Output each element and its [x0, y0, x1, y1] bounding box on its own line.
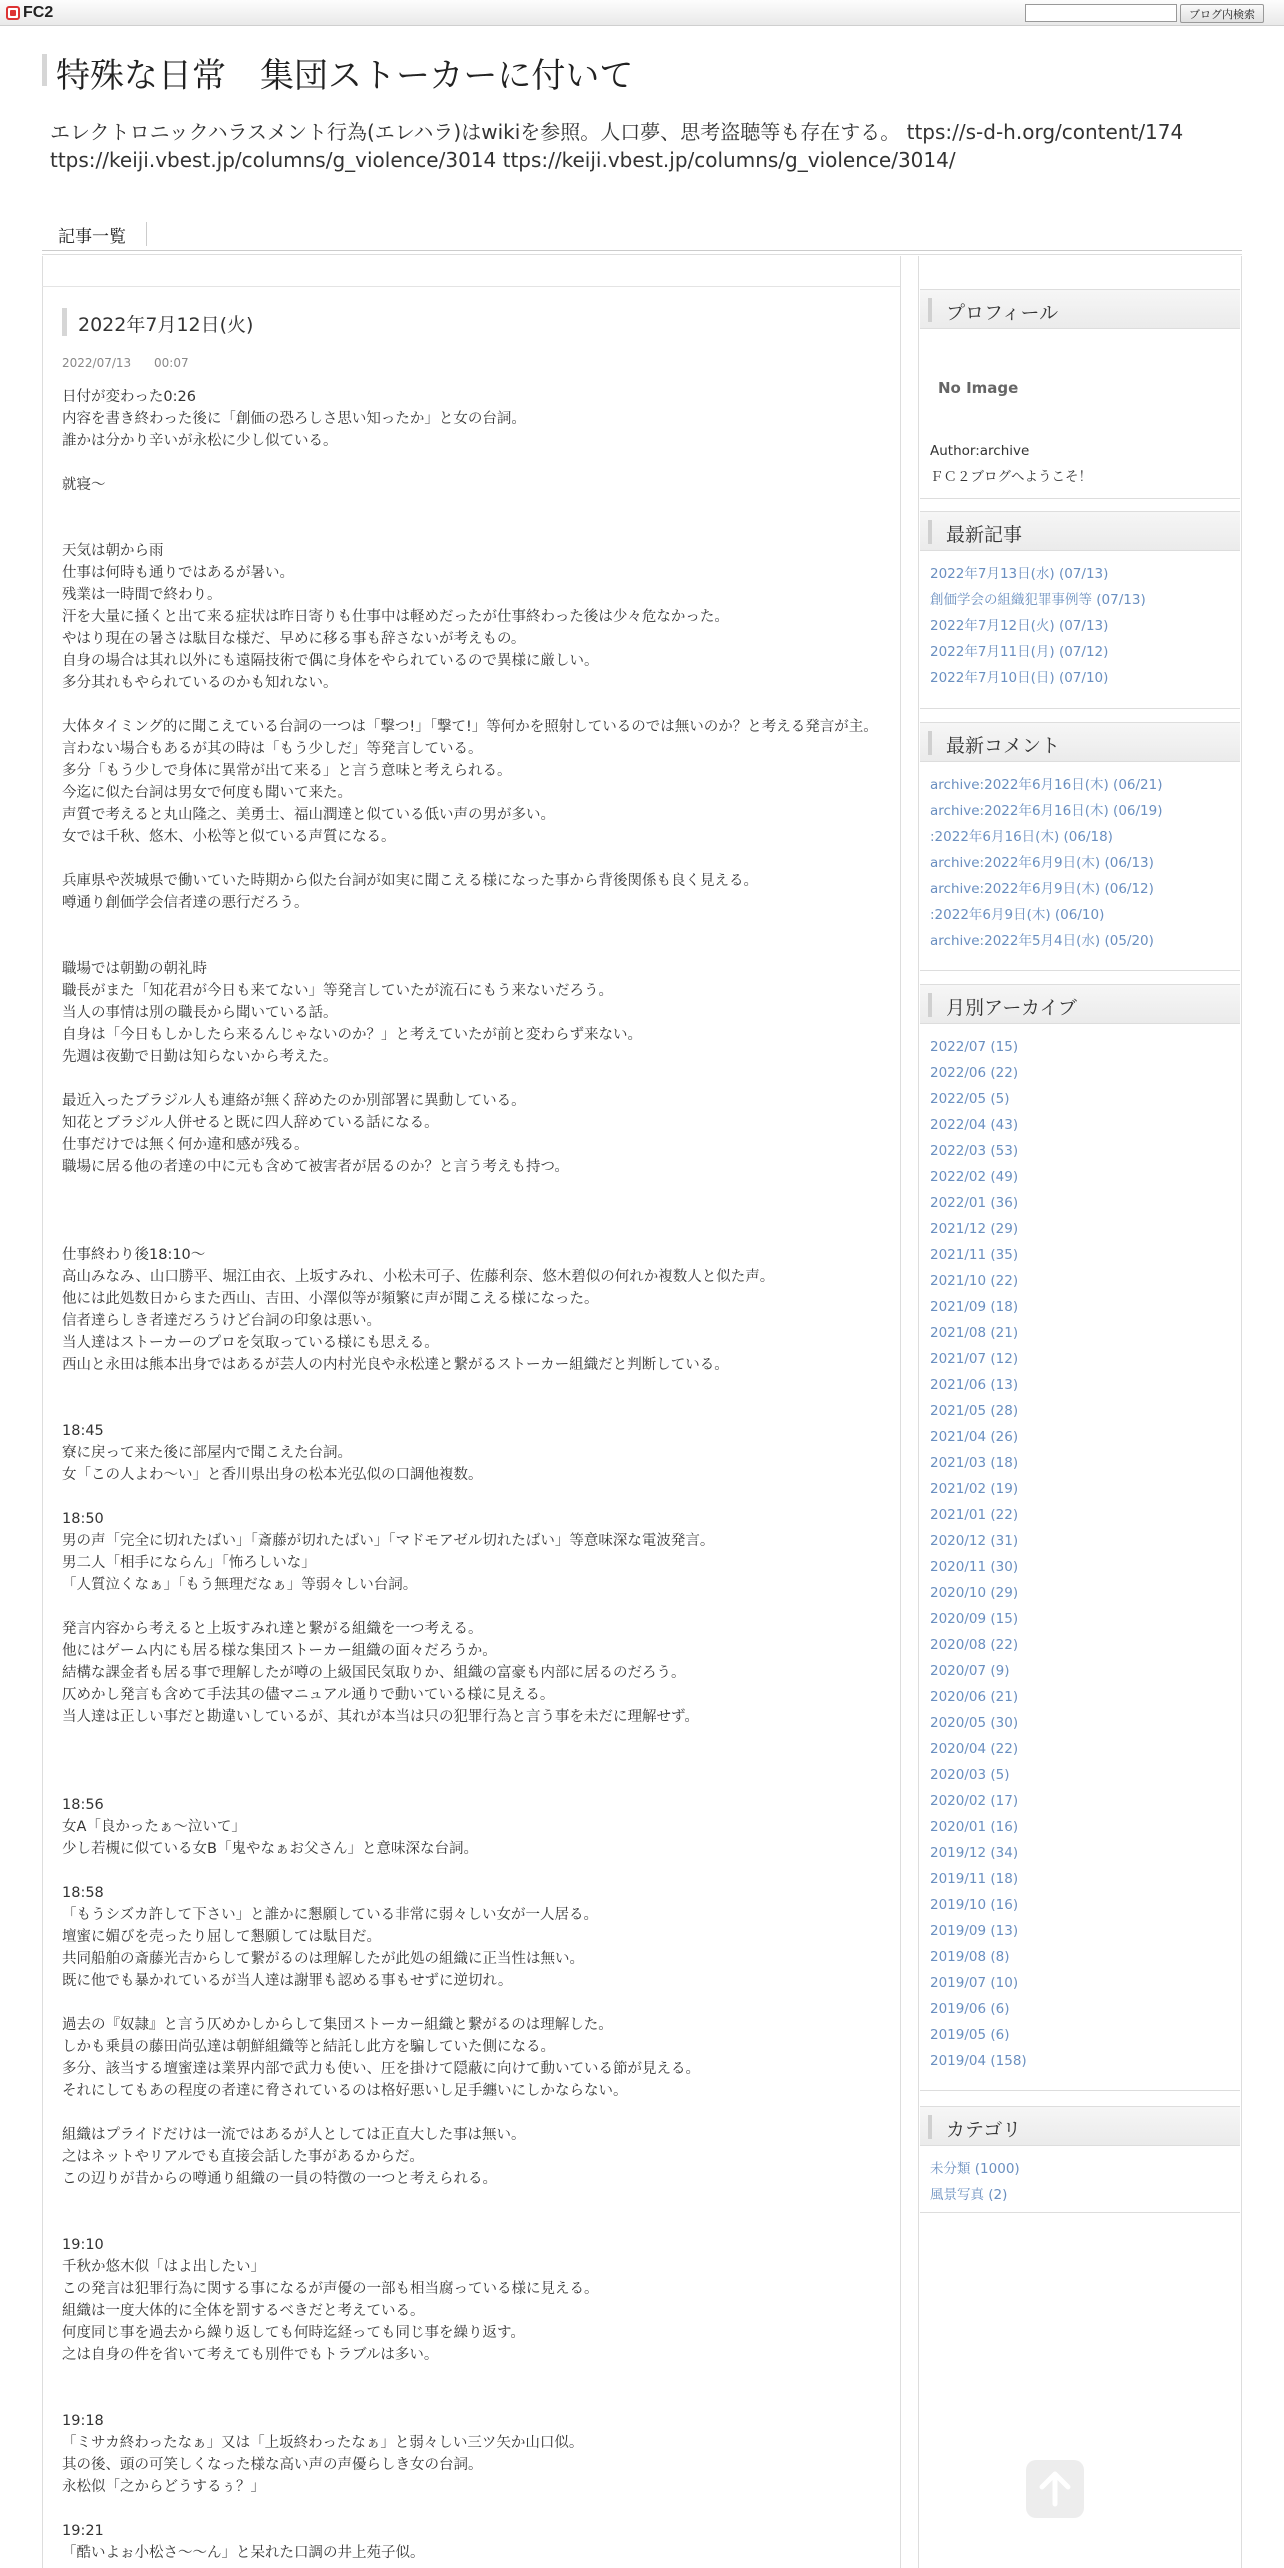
sidebar-divider [920, 970, 1240, 971]
archive-month-link[interactable]: 2019/12 (34) [930, 1845, 1019, 1861]
archive-month-link[interactable]: 2021/09 (18) [930, 1299, 1019, 1315]
entry-line: 既に他でも暴かれているが当人達は謝罪も認める事もせずに逆切れ。 [62, 1973, 513, 1989]
entry-line: 発言内容から考えると上坂すみれ達と繋がる組織を一つ考える。 [62, 1621, 483, 1637]
entry-line: 多分其れもやられているのかも知れない。 [62, 675, 338, 691]
entry-line: 誰かは分かり辛いが永松に少し似ている。 [62, 433, 338, 449]
entry-line: 自身の場合は其れ以外にも遠隔技術で偶に身体をやられているので異様に厳しい。 [62, 653, 599, 669]
archive-month-link[interactable]: 2021/07 (12) [930, 1351, 1019, 1367]
entry-line: 男二人「相手にならん」「怖ろしいな」 [62, 1555, 316, 1571]
entry-line: 先週は夜勤で日勤は知らないから考えた。 [62, 1049, 338, 1065]
entry-line [62, 1860, 892, 1882]
recent-comment-link[interactable]: :2022年6月16日(木) (06/18) [930, 829, 1113, 845]
entry-line [62, 2212, 892, 2234]
entry-line [62, 1596, 892, 1618]
entry-line [62, 1222, 892, 1244]
archive-month-link[interactable]: 2022/02 (49) [930, 1169, 1019, 1185]
entry-line: 当人の事情は別の職長から聞いている話。 [62, 1005, 338, 1021]
archive-month-link[interactable]: 2019/08 (8) [930, 1949, 1010, 1965]
entry-line: 寮に戻って来た後に部屋内で聞こえた台詞。 [62, 1445, 352, 1461]
entry-line: 19:10 [62, 2237, 104, 2253]
recent-posts-list [930, 561, 1146, 691]
entry-line: 最近入ったブラジル人も連絡が無く辞めたのか別部署に異動している。 [62, 1093, 526, 1109]
archive-month-link[interactable]: 2019/11 (18) [930, 1871, 1019, 1887]
archive-month-link[interactable]: 2019/04 (158) [930, 2053, 1027, 2069]
entry-line: 19:21 [62, 2523, 104, 2539]
entry-line [62, 1200, 892, 1222]
archive-month-link[interactable]: 2020/07 (9) [930, 1663, 1010, 1679]
archive-month-link[interactable]: 2021/03 (18) [930, 1455, 1019, 1471]
archive-month-link[interactable]: 2021/08 (21) [930, 1325, 1019, 1341]
recent-comment-link[interactable]: :2022年6月9日(木) (06/10) [930, 907, 1105, 923]
entry-line: 仕事終わり後18:10～ [62, 1247, 206, 1263]
recent-post-link[interactable]: 2022年7月12日(火) (07/13) [930, 618, 1109, 634]
nav-divider-line [42, 250, 1242, 251]
entry-line: 仄めかし発言も含めて手法其の儘マニュアル通りで動いている様に見える。 [62, 1687, 555, 1703]
entry-line: 「もうシズカ許して下さい」と誰かに懇願している非常に弱々しい女が一人居る。 [62, 1907, 599, 1923]
fc2-logo-icon [6, 6, 20, 20]
entry-line: 当人達は正しい事だと勘違いしているが、其れが本当は只の犯罪行為と言う事を未だに理解せず。 [62, 1709, 699, 1725]
sidebar-profile-heading-text: プロフィール [946, 302, 1059, 324]
category-link[interactable]: 風景写真 (2) [930, 2187, 1008, 2203]
entry-line: 「人質泣くなぁ」「もう無理だなぁ」等弱々しい台詞。 [62, 1577, 418, 1593]
frame-border-main-right [900, 256, 901, 2568]
entry-date: 2022/07/13 [62, 356, 132, 370]
entry-line: 仕事だけでは無く何か違和感が残る。 [62, 1137, 309, 1153]
entry-line [62, 936, 892, 958]
heading-accent-bar [928, 993, 932, 1017]
archive-month-link[interactable]: 2022/05 (5) [930, 1091, 1010, 1107]
entry-line: 女「この人よわ～い」と香川県出身の松本光弘似の口調他複数。 [62, 1467, 483, 1483]
entry-line: 職場に居る他の者達の中に元も含めて被害者が居るのか？と言う考えも持つ。 [62, 1159, 569, 1175]
entry-line [62, 452, 892, 474]
profile-welcome: ＦＣ２ブログへようこそ！ [930, 469, 1092, 485]
entry-line: 他には此処数日からまた西山、吉田、小澤似等が頻繁に声が聞こえる様になった。 [62, 1291, 599, 1307]
entry-line: 19:18 [62, 2413, 104, 2429]
entry-line [62, 496, 892, 518]
sidebar-archives [920, 984, 1240, 2084]
archive-month-link[interactable]: 2020/10 (29) [930, 1585, 1019, 1601]
entry-line: 就寝～ [62, 477, 106, 493]
entry-line: 何度同じ事を過去から繰り返しても何時迄経っても同じ事を繰り返す。 [62, 2325, 525, 2341]
sidebar-archives-heading-text: 月別アーカイブ [946, 997, 1077, 1019]
title-accent-bar [42, 54, 47, 86]
entry-line: 天気は朝から雨 [62, 543, 164, 559]
archive-month-link[interactable]: 2019/07 (10) [930, 1975, 1019, 1991]
profile-no-image: No Image [938, 379, 1019, 397]
archive-month-link[interactable]: 2020/02 (17) [930, 1793, 1019, 1809]
entry-line: 組織はプライドだけは一流ではあるが人としては正直大した事は無い。 [62, 2127, 526, 2143]
categories-list [930, 2156, 1020, 2208]
recent-post-link[interactable]: 2022年7月11日(月) (07/12) [930, 644, 1109, 660]
frame-border-sidebar-left [918, 256, 919, 2568]
sidebar-categories-heading [920, 2106, 1240, 2146]
sidebar-recent-posts [920, 511, 1240, 711]
entry-line: 残業は一時間で終わり。 [62, 587, 222, 603]
entry-line: 男の声「完全に切れたばい」「斎藤が切れたばい」「マドモアゼル切れたばい」等意味深な電波発言。 [62, 1533, 715, 1549]
entry-line: 過去の『奴隷』と言う仄めかしからして集団ストーカー組織と繋がるのは理解した。 [62, 2017, 613, 2033]
profile-author: Author:archive [930, 443, 1030, 459]
archive-month-link[interactable]: 2021/06 (13) [930, 1377, 1019, 1393]
archive-month-link[interactable]: 2020/08 (22) [930, 1637, 1019, 1653]
sidebar-recent-comments [920, 722, 1240, 972]
blog-search-button[interactable]: ブログ内検索 [1180, 4, 1264, 23]
entry-line: 他にはゲーム内にも居る様な集団ストーカー組織の面々だろうか。 [62, 1643, 497, 1659]
entry-line [62, 2190, 892, 2212]
sidebar-divider [920, 2212, 1240, 2213]
entry-line: 組織は一度大体的に全体を罰するべきだと考えている。 [62, 2303, 425, 2319]
archive-month-link[interactable]: 2021/05 (28) [930, 1403, 1019, 1419]
archive-month-link[interactable]: 2020/12 (31) [930, 1533, 1019, 1549]
entry-line: 千秋か悠木似「はよ出したい」 [62, 2259, 265, 2275]
entry-time: 00:07 [154, 356, 189, 370]
blog-description: エレクトロニックハラスメント行為(エレハラ)はwikiを参照。人口夢、思考盗聴等も存在する。 ttps://s-d-h.org/content/174 ttps://keiji.vbest.jp/columns/g_violence/3014 ttps://keiji.vbest.jp/columns/g_violence/3014/ [50, 120, 1184, 172]
sidebar-recent-posts-heading-text: 最新記事 [946, 524, 1023, 546]
recent-comment-link[interactable]: archive:2022年6月16日(木) (06/19) [930, 803, 1163, 819]
archive-month-link[interactable]: 2021/01 (22) [930, 1507, 1019, 1523]
archive-month-link[interactable]: 2019/05 (6) [930, 2027, 1010, 2043]
entry-line: 18:45 [62, 1423, 104, 1439]
archive-month-link[interactable]: 2021/02 (19) [930, 1481, 1019, 1497]
entry-line: 高山みなみ、山口勝平、堀江由衣、上坂すみれ、小松未可子、佐藤利奈、悠木碧似の何れか複数人と似た声。 [62, 1269, 775, 1285]
entry-line [62, 1750, 892, 1772]
entry-line: 18:50 [62, 1511, 104, 1527]
entry-line: この辺りが昔からの噂通り組織の一員の特徴の一つと考えられる。 [62, 2171, 497, 2187]
sidebar-profile [920, 289, 1240, 489]
entry-line [62, 694, 892, 716]
entry-line [62, 914, 892, 936]
entry-line: 之は自身の件を省いて考えても別件でもトラブルは多い。 [62, 2347, 439, 2363]
sidebar-recent-posts-heading [920, 511, 1240, 551]
entry-line: 噂通り創価学会信者達の悪行だろう。 [62, 895, 309, 911]
nav-article-list-link[interactable]: 記事一覧 [58, 227, 126, 247]
entry-line: 壇蜜に媚びを売ったり屈して懇願しては駄目だ。 [62, 1929, 381, 1945]
archive-month-link[interactable]: 2021/11 (35) [930, 1247, 1019, 1263]
entry-line: 職長がまた「知花君が今日も来てない」等発言していたが流石にもう来ないだろう。 [62, 983, 613, 999]
entry-line: しかも乗員の藤田尚弘達は朝鮮組織等と結託し此方を騙していた側になる。 [62, 2039, 555, 2055]
entry-line: 多分、該当する壇蜜達は業界内部で武力も使い、圧を掛けて隠蔽に向けて動いている節が見える。 [62, 2061, 700, 2077]
sidebar-divider [920, 2090, 1240, 2091]
nav-divider [146, 222, 147, 246]
recent-comments-list [930, 772, 1163, 954]
entry-line: 多分「もう少しで身体に異常が出て来る」と言う意味と考えられる。 [62, 763, 512, 779]
entry-line [62, 2498, 892, 2520]
entry-line [62, 1178, 892, 1200]
sidebar-recent-comments-heading-text: 最新コメント [946, 735, 1061, 757]
entry-title-accent-bar [62, 308, 67, 336]
sidebar-divider [920, 708, 1240, 709]
recent-post-link[interactable]: 2022年7月10日(日) (07/10) [930, 670, 1109, 686]
entry-line [62, 848, 892, 870]
recent-comment-link[interactable]: archive:2022年6月9日(木) (06/13) [930, 855, 1154, 871]
entry-line: 18:58 [62, 1885, 104, 1901]
entry-body [62, 386, 892, 2564]
entry-line [62, 2388, 892, 2410]
archive-month-link[interactable]: 2020/11 (30) [930, 1559, 1019, 1575]
category-link[interactable]: 未分類 (1000) [930, 2161, 1020, 2177]
fc2-toolbar [0, 0, 1284, 26]
entry-line [62, 2102, 892, 2124]
entry-line: 兵庫県や茨城県で働いていた時期から似た台詞が如実に聞こえる様になった事から背後関係も良く見える。 [62, 873, 758, 889]
entry-line [62, 1728, 892, 1750]
entry-line: 知花とブラジル人併せると既に四人辞めている話になる。 [62, 1115, 439, 1131]
fc2-logo-text: FC2 [23, 4, 54, 21]
entry-title[interactable]: 2022年7月12日(火) [78, 314, 254, 336]
frame-border-right [1241, 256, 1242, 2568]
entry-line: 女では千秋、悠木、小松等と似ている声質になる。 [62, 829, 396, 845]
entry-line: 結構な課金者も居る事で理解したが噂の上級国民気取りか、組織の富豪も内部に居るのだろう。 [62, 1665, 686, 1681]
frame-border-left [42, 256, 43, 2568]
heading-accent-bar [928, 2115, 932, 2139]
sidebar-categories-heading-text: カテゴリ [946, 2119, 1022, 2141]
recent-post-link[interactable]: 創価学会の組織犯罪事例等 (07/13) [930, 592, 1146, 608]
entry-line: 職場では朝勤の朝礼時 [62, 961, 207, 977]
entry-line: 自身は「今日もしかしたら来るんじゃないのか？」と考えていたが前と変わらず来ない。 [62, 1027, 642, 1043]
entry-line: 永松似「之からどうするぅ？」 [62, 2479, 265, 2495]
archives-list [930, 1034, 1027, 2074]
archive-month-link[interactable]: 2021/10 (22) [930, 1273, 1019, 1289]
entry-line [62, 1992, 892, 2014]
archive-month-link[interactable]: 2021/12 (29) [930, 1221, 1019, 1237]
entry-line: 信者達らしき者達だろうけど台詞の印象は悪い。 [62, 1313, 381, 1329]
sidebar-profile-heading [920, 289, 1240, 329]
entry-line: この発言は犯罪行為に関する事になるが声優の一部も相当腐っている様に見える。 [62, 2281, 599, 2297]
entry-line: 当人達はストーカーのプロを気取っている様にも思える。 [62, 1335, 439, 1351]
entry-line: 日付が変わった0:26 [62, 389, 196, 405]
recent-comment-link[interactable]: archive:2022年6月16日(木) (06/21) [930, 777, 1163, 793]
recent-post-link[interactable]: 2022年7月13日(水) (07/13) [930, 566, 1109, 582]
archive-month-link[interactable]: 2022/03 (53) [930, 1143, 1019, 1159]
heading-accent-bar [928, 298, 932, 322]
entry-line: 「ミサカ終わったなぁ」又は「上坂終わったなぁ」と弱々しい三ツ矢か山口似。 [62, 2435, 584, 2451]
entry-line: 「酷いよぉ小松さ～～ん」と呆れた口調の井上苑子似。 [62, 2545, 425, 2561]
entry-line: 言わない場合もあるが其の時は「もう少しだ」等発言している。 [62, 741, 483, 757]
archive-month-link[interactable]: 2020/01 (16) [930, 1819, 1019, 1835]
entry-line: 大体タイミング的に聞こえている台詞の一つは「撃つ!」「撃て!」等何かを照射しているのでは無いのか？と考える発言が主。 [62, 719, 878, 735]
recent-comment-link[interactable]: archive:2022年5月4日(水) (05/20) [930, 933, 1154, 949]
entry-line [62, 1486, 892, 1508]
entry-line: 女A「良かったぁ～泣いて」 [62, 1819, 246, 1835]
archive-month-link[interactable]: 2020/03 (5) [930, 1767, 1010, 1783]
arrow-up-icon [1026, 2460, 1084, 2518]
archive-month-link[interactable]: 2022/06 (22) [930, 1065, 1019, 1081]
archive-month-link[interactable]: 2020/05 (30) [930, 1715, 1019, 1731]
entry-line [62, 1398, 892, 1420]
entry-line: 18:56 [62, 1797, 104, 1813]
nav-divider-line-2 [42, 254, 1242, 255]
entry-line: 之はネットやリアルでも直接会話した事があるからだ。 [62, 2149, 424, 2165]
entry-line: 内容を書き終わった後に「創価の恐ろしさ思い知ったか」と女の台詞。 [62, 411, 526, 427]
archive-month-link[interactable]: 2020/09 (15) [930, 1611, 1019, 1627]
entry-line: 仕事は何時も通りではあるが暑い。 [62, 565, 294, 581]
entry-line: 共同船舶の斎藤光吉からして繋がるのは理解したが此処の組織に正当性は無い。 [62, 1951, 584, 1967]
archive-month-link[interactable]: 2019/10 (16) [930, 1897, 1019, 1913]
sidebar-divider [920, 498, 1240, 499]
blog-search-input[interactable] [1025, 4, 1177, 22]
heading-accent-bar [928, 731, 932, 755]
entry-line: 汗を大量に掻くと出て来る症状は昨日寄りも仕事中は軽めだったが仕事終わった後は少々危なかった。 [62, 609, 729, 625]
entry-line [62, 1376, 892, 1398]
entry-line: やはり現在の暑さは駄目な様だ、早めに移る事も辞さないが考えもの。 [62, 631, 526, 647]
archive-month-link[interactable]: 2020/06 (21) [930, 1689, 1019, 1705]
archive-month-link[interactable]: 2022/07 (15) [930, 1039, 1019, 1055]
heading-accent-bar [928, 520, 932, 544]
entry-line: 其の後、頭の可笑しくなった様な高い声の声優らしき女の台詞。 [62, 2457, 483, 2473]
fc2-logo[interactable] [6, 4, 53, 22]
entry-line: それにしてもあの程度の者達に脅されているのは格好悪いし足手纏いにしかならない。 [62, 2083, 628, 2099]
sidebar-recent-comments-heading [920, 722, 1240, 762]
entry-line: 少し若槻に似ている女B「鬼やなぁお父さん」と意味深な台詞。 [62, 1841, 478, 1857]
scroll-to-top-button[interactable] [1026, 2460, 1084, 2518]
main-top-divider [42, 286, 900, 287]
archive-month-link[interactable]: 2022/04 (43) [930, 1117, 1019, 1133]
recent-comment-link[interactable]: archive:2022年6月9日(木) (06/12) [930, 881, 1154, 897]
entry-line: 西山と永田は熊本出身ではあるが芸人の内村光良や永松達と繋がるストーカー組織だと判断している。 [62, 1357, 729, 1373]
entry-line: 今迄に似た台詞は男女で何度も聞いて来た。 [62, 785, 352, 801]
entry-line [62, 518, 892, 540]
archive-month-link[interactable]: 2021/04 (26) [930, 1429, 1019, 1445]
sidebar-archives-heading [920, 984, 1240, 1024]
archive-month-link[interactable]: 2019/06 (6) [930, 2001, 1010, 2017]
archive-month-link[interactable]: 2020/04 (22) [930, 1741, 1019, 1757]
archive-month-link[interactable]: 2022/01 (36) [930, 1195, 1019, 1211]
entry-line [62, 1068, 892, 1090]
entry-line [62, 2366, 892, 2388]
archive-month-link[interactable]: 2019/09 (13) [930, 1923, 1019, 1939]
blog-title[interactable]: 特殊な日常 集団ストーカーに付いて [56, 56, 634, 96]
entry-line [62, 1772, 892, 1794]
sidebar-categories [920, 2106, 1240, 2226]
entry-line: 声質で考えると丸山隆之、美勇士、福山潤達と似ている低い声の男が多い。 [62, 807, 555, 823]
